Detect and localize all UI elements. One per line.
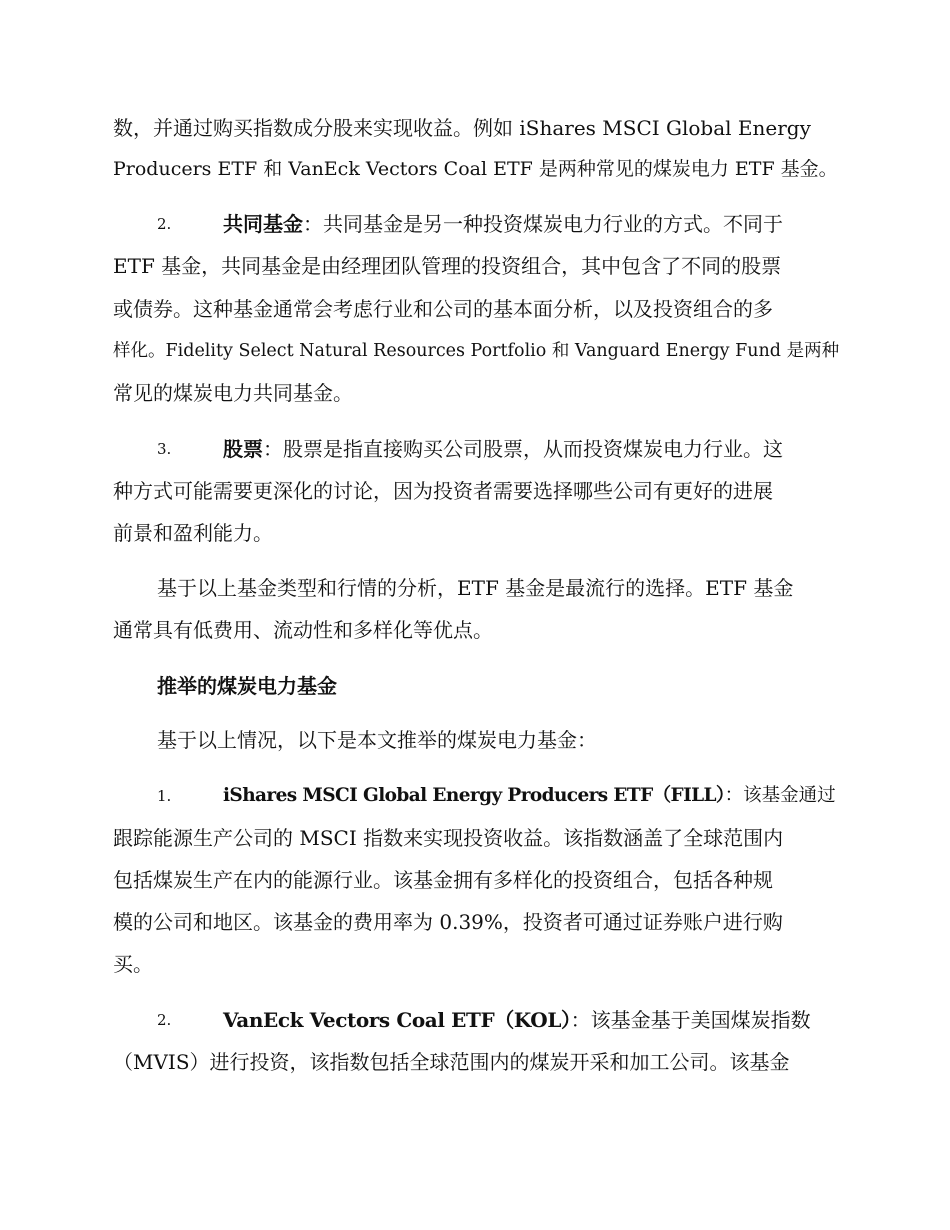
body-text-line: 包括煤炭生产在内的能源行业。该基金拥有多样化的投资组合，包括各种规	[113, 868, 773, 892]
list-item-first-line	[223, 782, 838, 810]
list-item-text: ：股票是指直接购买公司股票，从而投资煤炭电力行业。这	[263, 437, 783, 461]
list-item-term: VanEck Vectors Coal ETF（KOL）	[223, 1008, 571, 1032]
intro-text: 基于以上情况，以下是本文推举的煤炭电力基金：	[157, 728, 597, 752]
list-number: 2.	[157, 215, 172, 233]
body-text-line: 跟踪能源生产公司的 MSCI 指数来实现投资收益。该指数涵盖了全球范围内	[113, 826, 784, 850]
body-text-line: 种方式可能需要更深化的讨论，因为投资者需要选择哪些公司有更好的进展	[113, 479, 773, 503]
body-text-line: 数，并通过购买指数成分股来实现收益。例如 iShares MSCI Global Energy	[113, 116, 811, 140]
body-text-line: 前景和盈利能力。	[113, 521, 273, 545]
body-text-line: ETF 基金，共同基金是由经理团队管理的投资组合，其中包含了不同的股票	[113, 254, 782, 278]
list-item-text: ：共同基金是另一种投资煤炭电力行业的方式。不同于	[303, 212, 783, 236]
list-item-first-line	[223, 210, 838, 238]
list-item-first-line	[223, 1006, 838, 1034]
list-item-term: 股票	[223, 437, 263, 461]
list-number: 2.	[157, 1011, 172, 1029]
body-text-line: 买。	[113, 952, 153, 976]
list-number: 3.	[157, 440, 172, 458]
body-text-line: 基于以上基金类型和行情的分析，ETF 基金是最流行的选择。ETF 基金	[157, 576, 794, 600]
body-text-line: 模的公司和地区。该基金的费用率为 0.39%，投资者可通过证券账户进行购	[113, 910, 783, 934]
list-item-first-line	[223, 435, 838, 463]
list-number: 1.	[157, 787, 172, 805]
section-heading: 推举的煤炭电力基金	[157, 674, 337, 698]
list-item-text: ：该基金基于美国煤炭指数	[570, 1008, 811, 1032]
body-text-line: 或债券。这种基金通常会考虑行业和公司的基本面分析，以及投资组合的多	[113, 297, 773, 321]
body-text-line: 常见的煤炭电力共同基金。	[113, 381, 353, 405]
body-text-line: （MVIS）进行投资，该指数包括全球范围内的煤炭开采和加工公司。该基金	[113, 1050, 790, 1074]
list-item-term: 共同基金	[223, 212, 303, 236]
list-item-term: iShares MSCI Global Energy Producers ETF（FILL）	[223, 785, 725, 806]
list-item-text: ：该基金通过	[724, 785, 836, 806]
body-text-line: Producers ETF 和 VanEck Vectors Coal ETF 是两种常见的煤炭电力 ETF 基金。	[113, 158, 838, 180]
body-text-line: 通常具有低费用、流动性和多样化等优点。	[113, 618, 493, 642]
body-text-line: 样化。Fidelity Select Natural Resources Portfolio 和 Vanguard Energy Fund 是两种	[113, 341, 840, 361]
